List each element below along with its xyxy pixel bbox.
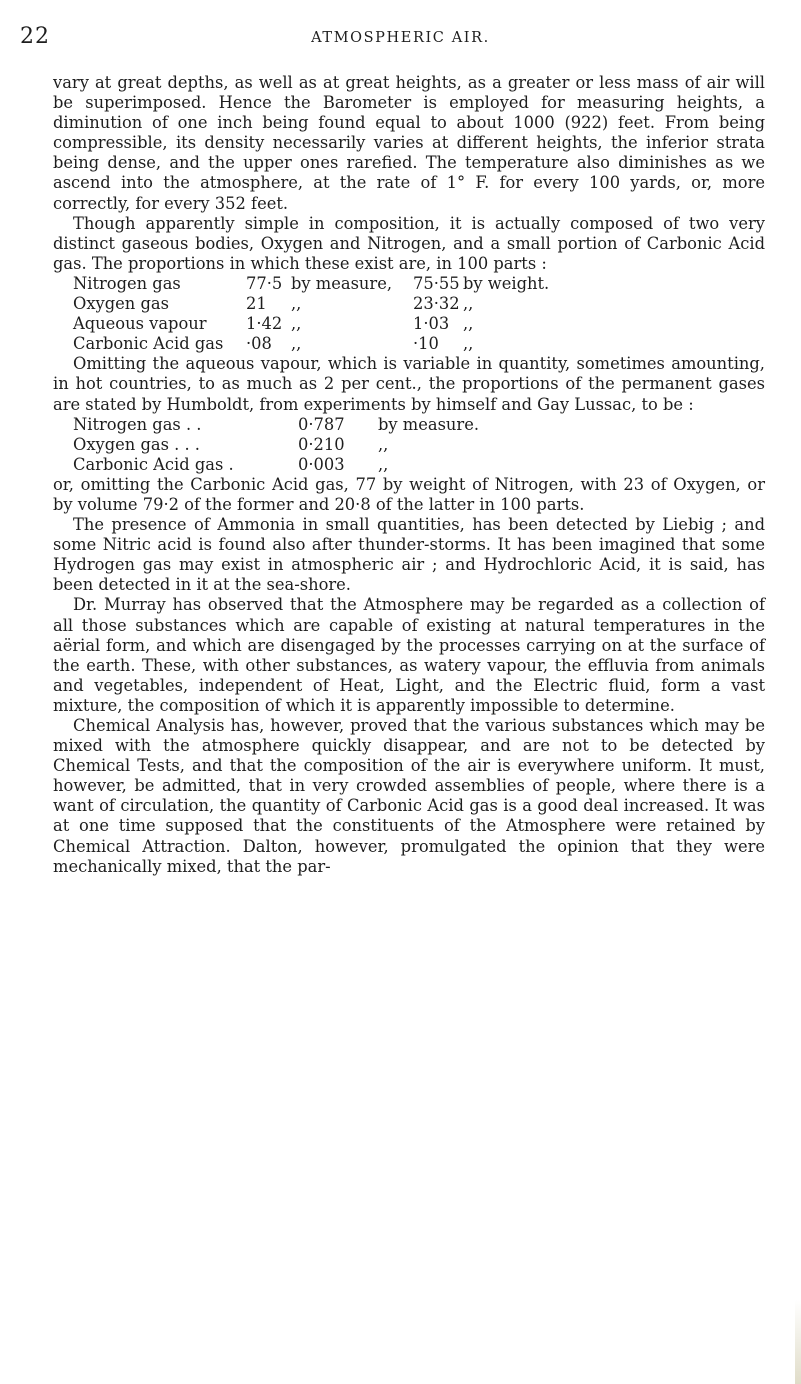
measure-value: 21 (246, 294, 267, 314)
paragraph-3: Omitting the aqueous vapour, which is variable in quantity, sometimes amounting, in hot countries, to as much as 2 per cent., the proportions of the permanent gases are stated by Humboldt, from experiments by himself and Gay Lussac, to be : (53, 354, 765, 414)
table-row (73, 274, 611, 294)
gas-name: Carbonic Acid gas . (73, 454, 234, 474)
weight-value: 23·32 (413, 294, 460, 314)
gas-name: Nitrogen gas (73, 273, 181, 293)
running-title: ATMOSPHERIC AIR. (311, 30, 490, 46)
weight-value: 1·03 (413, 314, 450, 334)
weight-unit: ,, (463, 294, 474, 314)
paragraph-5: The presence of Ammonia in small quantities, has been detected by Liebig ; and some Nitric acid is found also after thunder-storms. It has been imagined that some Hydrogen gas may exist in atmospheric air ; and Hydrochloric Acid, it is said, has been detected in it at the sea-shore. (53, 515, 765, 595)
table-row (73, 455, 528, 475)
table-row (73, 294, 611, 314)
gas-value: 0·787 (298, 414, 345, 434)
gas-value: 0·003 (298, 454, 345, 474)
weight-value: 75·55 (413, 273, 460, 293)
measure-value: ·08 (246, 334, 272, 354)
gas-name: Oxygen gas . . . (73, 434, 200, 454)
table-row (73, 314, 611, 334)
page-body (53, 73, 765, 877)
table-row (73, 415, 528, 435)
table-row (73, 435, 528, 455)
paragraph-1: vary at great depths, as well as at great heights, as a greater or less mass of air will be superimposed. Hence the Barometer is employed for measuring heights, a diminution of one inch being found equal to about 1000 (922) feet. From being compressible, its density necessarily varies at different heights, the inferior strata being dense, and the upper ones rarefied. The temperature also diminishes as we ascend into the atmosphere, at the rate of 1° F. for every 100 yards, or, more correctly, for every 352 feet. (53, 73, 765, 213)
measure-unit: ,, (291, 294, 302, 314)
measure-value: 77·5 (246, 273, 283, 293)
measure-unit: ,, (291, 334, 302, 354)
gas-unit: by measure. (378, 414, 480, 434)
paragraph-4: or, omitting the Carbonic Acid gas, 77 by weight of Nitrogen, with 23 of Oxygen, or by volume 79·2 of the former and 20·8 of the latter in 100 parts. (53, 474, 765, 514)
measure-unit: ,, (291, 314, 302, 334)
gas-value: 0·210 (298, 434, 345, 454)
gas-unit: ,, (378, 434, 389, 454)
gas-name: Carbonic Acid gas (73, 334, 224, 354)
gas-name: Oxygen gas (73, 294, 169, 314)
paragraph-7: Chemical Analysis has, however, proved that the various substances which may be mixed with the atmosphere quickly disappear, and are not to be detected by Chemical Tests, and that the composition of the air is everywhere uniform. It must, however, be admitted, that in very crowded assemblies of people, where there is a want of circulation, the quantity of Carbonic Acid gas is a good deal increased. It was at one time supposed that the constituents of the Atmosphere were retained by Chemical Attraction. Dalton, however, promulgated the opinion that they were mechanically mixed, that the par- (53, 716, 765, 876)
gas-name: Aqueous vapour (73, 314, 207, 334)
gas-name: Nitrogen gas . . (73, 414, 202, 434)
running-header (20, 24, 781, 54)
page-edge-shadow (795, 1300, 801, 1384)
weight-value: ·10 (413, 334, 439, 354)
page-number: 22 (20, 24, 50, 49)
composition-table (73, 274, 611, 354)
weight-unit: by weight. (463, 273, 550, 293)
humboldt-table (73, 415, 528, 475)
paragraph-2: Though apparently simple in composition, it is actually composed of two very distinct gaseous bodies, Oxygen and Nitrogen, and a small portion of Carbonic Acid gas. The proportions in which these exist are, in 100 parts : (53, 213, 765, 273)
paragraph-6: Dr. Murray has observed that the Atmosphere may be regarded as a collection of all those substances which are capable of existing at natural temperatures in the aërial form, and which are disengaged by the processes carrying on at the surface of the earth. These, with other substances, as watery vapour, the effluvia from animals and vegetables, independent of Heat, Light, and the Electric fluid, form a vast mixture, the composition of which it is apparently impossible to determine. (53, 595, 765, 715)
measure-unit: by measure, (291, 273, 393, 293)
gas-unit: ,, (378, 454, 389, 474)
table-row (73, 334, 611, 354)
weight-unit: ,, (463, 314, 474, 334)
weight-unit: ,, (463, 334, 474, 354)
measure-value: 1·42 (246, 314, 283, 334)
